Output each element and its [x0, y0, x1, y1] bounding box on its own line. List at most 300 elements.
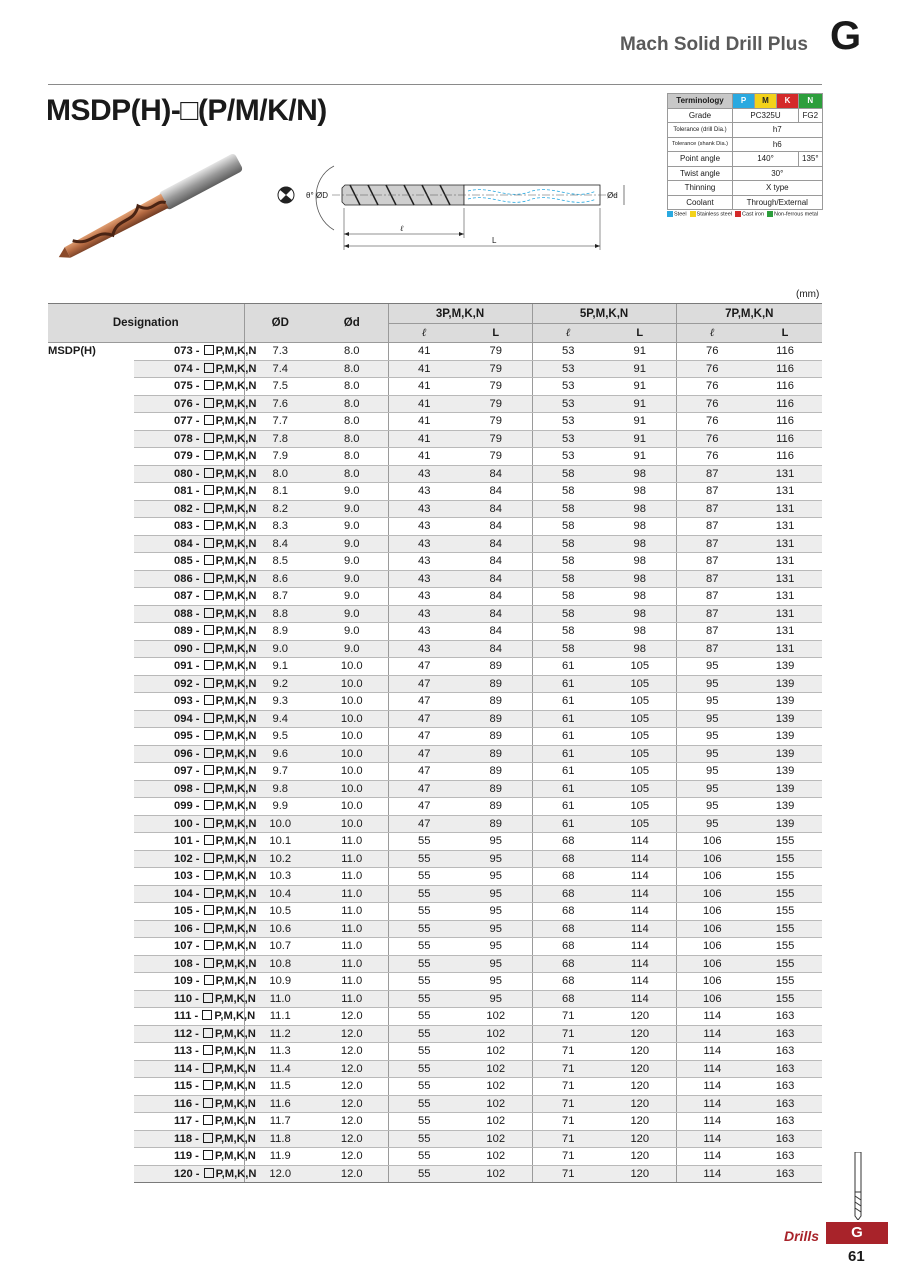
l-small-7d-cell: 106 [676, 938, 748, 956]
table-row [48, 1025, 822, 1043]
l-big-3d-cell: 95 [460, 903, 532, 921]
l-small-7d-cell: 87 [676, 605, 748, 623]
l-big-7d-cell: 131 [748, 465, 822, 483]
od-cell: 8.9 [244, 623, 316, 641]
table-row [48, 798, 822, 816]
l-small-3d-cell: 55 [388, 885, 460, 903]
table-row [48, 535, 822, 553]
small-d-cell: 9.0 [316, 588, 388, 606]
header-title: Mach Solid Drill Plus [620, 34, 808, 55]
depth-placeholder-box [204, 783, 214, 793]
designation-code: 091 [174, 660, 193, 673]
l-big-3d-cell: 95 [460, 955, 532, 973]
designation-code: 109 [174, 975, 193, 988]
l-small-3d-cell: 55 [388, 1113, 460, 1131]
designation-cell: 086 - P,M,K,N [134, 570, 244, 588]
designation-cell: 081 - P,M,K,N [134, 483, 244, 501]
table-row [48, 553, 822, 571]
l-big-3d-cell: 95 [460, 868, 532, 886]
designation-suffix: P,M,K,N [215, 1132, 256, 1145]
l-small-header-5d: ℓ [532, 324, 604, 343]
designation-suffix: P,M,K,N [215, 870, 257, 883]
l-big-5d-cell: 120 [604, 1060, 676, 1078]
designation-cell: 115 - P,M,K,N [134, 1078, 244, 1096]
designation-cell: 078 - P,M,K,N [134, 430, 244, 448]
od-cell: 11.6 [244, 1095, 316, 1113]
l-big-7d-cell: 163 [748, 1095, 822, 1113]
l-small-3d-cell: 41 [388, 395, 460, 413]
designation-code: 076 [174, 397, 193, 410]
designation-suffix: P,M,K,N [215, 1097, 256, 1110]
depth-placeholder-box [204, 590, 214, 600]
od-cell: 11.4 [244, 1060, 316, 1078]
l-small-3d-cell: 55 [388, 1130, 460, 1148]
thinning-label: Thinning [668, 181, 733, 196]
small-d-cell: 10.0 [316, 763, 388, 781]
designation-code: 103 [174, 870, 193, 883]
small-d-cell: 8.0 [316, 343, 388, 361]
l-big-3d-cell: 95 [460, 833, 532, 851]
designation-cell: 096 - P,M,K,N [134, 745, 244, 763]
od-cell: 9.4 [244, 710, 316, 728]
l-small-3d-cell: 43 [388, 518, 460, 536]
designation-suffix: P,M,K,N [215, 1027, 256, 1040]
designation-code: 116 [174, 1097, 193, 1110]
l-big-5d-cell: 114 [604, 903, 676, 921]
l-big-7d-cell: 139 [748, 798, 822, 816]
l-small-7d-cell: 76 [676, 378, 748, 396]
l-small-5d-cell: 71 [532, 1130, 604, 1148]
l-big-3d-cell: 89 [460, 763, 532, 781]
designation-suffix: P,M,K,N [215, 1115, 256, 1128]
l-big-3d-cell: 95 [460, 973, 532, 991]
small-d-cell: 12.0 [316, 1060, 388, 1078]
l-small-3d-cell: 55 [388, 1025, 460, 1043]
l-big-header-7d: L [748, 324, 822, 343]
designation-cell: 097 - P,M,K,N [134, 763, 244, 781]
l-big-3d-cell: 79 [460, 343, 532, 361]
l-small-5d-cell: 71 [532, 1060, 604, 1078]
designation-suffix: P,M,K,N [215, 922, 257, 935]
l-big-5d-cell: 91 [604, 360, 676, 378]
l-small-5d-cell: 58 [532, 535, 604, 553]
od-cell: 11.0 [244, 990, 316, 1008]
l-small-5d-cell: 53 [532, 360, 604, 378]
l-big-7d-cell: 131 [748, 640, 822, 658]
table-row [48, 465, 822, 483]
l-small-3d-cell: 43 [388, 500, 460, 518]
depth-placeholder-box [204, 380, 214, 390]
l-big-7d-cell: 155 [748, 833, 822, 851]
section-letter: G [830, 14, 862, 58]
od-cell: 11.3 [244, 1043, 316, 1061]
table-row [48, 658, 822, 676]
l-big-7d-cell: 139 [748, 728, 822, 746]
table-row [48, 378, 822, 396]
l-big-7d-cell: 131 [748, 553, 822, 571]
designation-suffix: P,M,K,N [215, 432, 257, 445]
od-cell: 7.7 [244, 413, 316, 431]
small-d-cell: 9.0 [316, 640, 388, 658]
l-small-5d-cell: 58 [532, 623, 604, 641]
l-small-7d-cell: 87 [676, 465, 748, 483]
legend-cast-iron: Cast iron [735, 211, 764, 217]
small-d-cell: 10.0 [316, 693, 388, 711]
designation-cell: 093 - P,M,K,N [134, 693, 244, 711]
designation-code: 086 [174, 572, 193, 585]
small-d-cell: 8.0 [316, 430, 388, 448]
depth-placeholder-box [204, 538, 214, 548]
l-big-5d-cell: 114 [604, 938, 676, 956]
designation-cell: 082 - P,M,K,N [134, 500, 244, 518]
table-row [48, 955, 822, 973]
l-small-3d-cell: 55 [388, 990, 460, 1008]
l-small-7d-cell: 76 [676, 448, 748, 466]
depth-placeholder-box [204, 398, 214, 408]
l-big-7d-cell: 131 [748, 588, 822, 606]
small-d-cell: 12.0 [316, 1008, 388, 1026]
depth-placeholder-box [204, 695, 214, 705]
designation-code: 120 [174, 1167, 193, 1180]
od-label: ØD [316, 191, 328, 200]
dimension-table [48, 303, 822, 1183]
l-small-7d-cell: 87 [676, 570, 748, 588]
l-small-7d-cell: 87 [676, 588, 748, 606]
l-big-3d-cell: 102 [460, 1165, 532, 1183]
designation-suffix: P,M,K,N [215, 957, 257, 970]
designation-code: 083 [174, 520, 193, 533]
l-small-5d-cell: 61 [532, 798, 604, 816]
designation-code: 114 [174, 1062, 193, 1075]
depth-placeholder-box [203, 1115, 213, 1125]
designation-code: 085 [174, 555, 193, 568]
l-small-3d-cell: 55 [388, 1148, 460, 1166]
tol-drill-value: h7 [733, 123, 823, 138]
l-big-7d-cell: 163 [748, 1078, 822, 1096]
l-big-7d-cell: 155 [748, 955, 822, 973]
small-d-cell: 11.0 [316, 833, 388, 851]
l-small-7d-cell: 95 [676, 710, 748, 728]
grade-m-cell: M [755, 94, 777, 109]
l-small-5d-cell: 53 [532, 343, 604, 361]
designation-cell: 075 - P,M,K,N [134, 378, 244, 396]
depth-placeholder-box [204, 1168, 214, 1178]
designation-code: 090 [174, 642, 193, 655]
l-big-7d-cell: 163 [748, 1148, 822, 1166]
depth-placeholder-box [203, 1150, 213, 1160]
l-small-5d-cell: 58 [532, 570, 604, 588]
l-big-5d-cell: 98 [604, 570, 676, 588]
designation-cell: 114 - P,M,K,N [134, 1060, 244, 1078]
l-small-7d-cell: 95 [676, 763, 748, 781]
designation-suffix: P,M,K,N [215, 800, 257, 813]
l-small-5d-cell: 58 [532, 588, 604, 606]
l-small-7d-cell: 87 [676, 500, 748, 518]
designation-code: 084 [174, 537, 193, 550]
l-big-3d-cell: 89 [460, 658, 532, 676]
l-big-3d-cell: 84 [460, 553, 532, 571]
depth-placeholder-box [204, 625, 214, 635]
l-big-7d-cell: 116 [748, 343, 822, 361]
table-row [48, 343, 822, 361]
l-small-3d-cell: 47 [388, 710, 460, 728]
designation-code: 077 [174, 415, 193, 428]
depth-placeholder-box [204, 765, 214, 775]
l-small-5d-cell: 68 [532, 833, 604, 851]
l-big-5d-cell: 98 [604, 518, 676, 536]
table-row [48, 360, 822, 378]
designation-cell: 089 - P,M,K,N [134, 623, 244, 641]
od-cell: 10.4 [244, 885, 316, 903]
l-small-7d-cell: 114 [676, 1008, 748, 1026]
page-number: 61 [848, 1248, 865, 1265]
legend-stainless: Stainless steel [690, 211, 732, 217]
small-d-cell: 11.0 [316, 990, 388, 1008]
designation-cell: 119 - P,M,K,N [134, 1148, 244, 1166]
drill-edge-icon [852, 1152, 864, 1220]
l-small-7d-cell: 106 [676, 920, 748, 938]
l-big-5d-cell: 114 [604, 868, 676, 886]
designation-code: 113 [174, 1045, 193, 1058]
designation-suffix: P,M,K,N [215, 1167, 257, 1180]
l-small-3d-cell: 43 [388, 465, 460, 483]
l-small-7d-cell: 114 [676, 1095, 748, 1113]
designation-cell: 107 - P,M,K,N [134, 938, 244, 956]
small-d-cell: 8.0 [316, 448, 388, 466]
l-small-5d-cell: 58 [532, 465, 604, 483]
designation-cell: 076 - P,M,K,N [134, 395, 244, 413]
table-row [48, 1078, 822, 1096]
small-d-cell: 12.0 [316, 1165, 388, 1183]
depth-placeholder-box [204, 853, 214, 863]
l-small-5d-cell: 68 [532, 973, 604, 991]
l-big-5d-cell: 98 [604, 483, 676, 501]
designation-suffix: P,M,K,N [215, 607, 257, 620]
designation-code: 078 [174, 432, 193, 445]
l-big-5d-cell: 91 [604, 430, 676, 448]
table-row [48, 448, 822, 466]
l-big-3d-cell: 84 [460, 588, 532, 606]
od-cell: 11.9 [244, 1148, 316, 1166]
designation-suffix: P,M,K,N [215, 450, 257, 463]
depth-placeholder-box [204, 468, 214, 478]
l-small-7d-cell: 95 [676, 798, 748, 816]
designation-suffix: P,M,K,N [215, 380, 257, 393]
l-small-7d-cell: 76 [676, 430, 748, 448]
l-big-5d-cell: 91 [604, 448, 676, 466]
designation-cell: 083 - P,M,K,N [134, 518, 244, 536]
depth-placeholder-box [204, 573, 214, 583]
l-small-7d-cell: 106 [676, 955, 748, 973]
l-big-3d-cell: 102 [460, 1060, 532, 1078]
designation-code: 117 [174, 1115, 193, 1128]
l-big-7d-cell: 163 [748, 1043, 822, 1061]
l-small-7d-cell: 114 [676, 1165, 748, 1183]
od-cell: 8.5 [244, 553, 316, 571]
l-small-7d-cell: 106 [676, 990, 748, 1008]
table-row [48, 518, 822, 536]
small-d-cell: 11.0 [316, 885, 388, 903]
designation-code: 108 [174, 957, 193, 970]
designation-suffix: P,M,K,N [215, 555, 257, 568]
l-small-5d-cell: 61 [532, 745, 604, 763]
designation-cell: 095 - P,M,K,N [134, 728, 244, 746]
designation-suffix: P,M,K,N [215, 1062, 256, 1075]
l-small-5d-cell: 71 [532, 1148, 604, 1166]
l-small-5d-cell: 53 [532, 448, 604, 466]
l-small-3d-cell: 47 [388, 745, 460, 763]
l-small-3d-cell: 41 [388, 448, 460, 466]
designation-cell: 073 - P,M,K,N [134, 343, 244, 361]
l-big-5d-cell: 120 [604, 1130, 676, 1148]
designation-cell: 092 - P,M,K,N [134, 675, 244, 693]
depth-placeholder-box [204, 730, 214, 740]
thinning-value: X type [733, 181, 823, 196]
l-small-3d-cell: 55 [388, 938, 460, 956]
legend-steel: Steel [667, 211, 687, 217]
l-big-5d-cell: 91 [604, 413, 676, 431]
point-angle-value-alt: 135° [799, 152, 823, 167]
l-big-3d-cell: 79 [460, 448, 532, 466]
table-row [48, 1095, 822, 1113]
l-big-5d-cell: 98 [604, 465, 676, 483]
l-big-7d-cell: 155 [748, 973, 822, 991]
l-small-7d-cell: 87 [676, 553, 748, 571]
l-small-3d-cell: 43 [388, 483, 460, 501]
designation-suffix: P,M,K,N [215, 345, 257, 358]
small-d-cell: 10.0 [316, 798, 388, 816]
designation-cell: 102 - P,M,K,N [134, 850, 244, 868]
l-big-5d-cell: 91 [604, 343, 676, 361]
designation-code: 080 [174, 467, 193, 480]
od-cell: 10.2 [244, 850, 316, 868]
l-small-7d-cell: 76 [676, 395, 748, 413]
od-cell: 7.8 [244, 430, 316, 448]
l-big-5d-cell: 120 [604, 1008, 676, 1026]
l-small-5d-cell: 71 [532, 1095, 604, 1113]
od-cell: 7.5 [244, 378, 316, 396]
table-row [48, 780, 822, 798]
small-d-cell: 9.0 [316, 605, 388, 623]
l-big-header-5d: L [604, 324, 676, 343]
l-small-7d-cell: 95 [676, 658, 748, 676]
l-small-5d-cell: 58 [532, 500, 604, 518]
designation-suffix: P,M,K,N [215, 730, 257, 743]
l-big-3d-cell: 84 [460, 483, 532, 501]
l-big-3d-cell: 89 [460, 728, 532, 746]
l-small-5d-cell: 61 [532, 815, 604, 833]
designation-suffix: P,M,K,N [215, 537, 257, 550]
l-small-7d-cell: 95 [676, 675, 748, 693]
table-row [48, 640, 822, 658]
l-small-5d-cell: 53 [532, 395, 604, 413]
l-big-5d-cell: 120 [604, 1148, 676, 1166]
l-small-5d-cell: 53 [532, 430, 604, 448]
l-big-5d-cell: 114 [604, 973, 676, 991]
designation-suffix: P,M,K,N [215, 1045, 256, 1058]
designation-suffix: P,M,K,N [215, 905, 257, 918]
table-row [48, 1130, 822, 1148]
designation-cell: 109 - P,M,K,N [134, 973, 244, 991]
designation-suffix: P,M,K,N [215, 747, 257, 760]
l-small-3d-cell: 43 [388, 553, 460, 571]
designation-code: 073 [174, 345, 193, 358]
table-row [48, 605, 822, 623]
l-small-3d-cell: 47 [388, 763, 460, 781]
l-big-7d-cell: 131 [748, 570, 822, 588]
depth-placeholder-box [204, 608, 214, 618]
od-cell: 8.1 [244, 483, 316, 501]
small-d-label: Ød [607, 191, 618, 200]
l-small-3d-cell: 43 [388, 535, 460, 553]
l-big-5d-cell: 91 [604, 395, 676, 413]
l-big-7d-cell: 139 [748, 675, 822, 693]
l-big-7d-cell: 116 [748, 378, 822, 396]
small-d-cell: 11.0 [316, 903, 388, 921]
od-cell: 9.7 [244, 763, 316, 781]
l-small-3d-cell: 47 [388, 675, 460, 693]
designation-suffix: P,M,K,N [215, 695, 257, 708]
table-row [48, 413, 822, 431]
depth-placeholder-box [203, 1028, 213, 1038]
designation-code: 118 [174, 1132, 193, 1145]
l-big-5d-cell: 105 [604, 780, 676, 798]
designation-cell: 103 - P,M,K,N [134, 868, 244, 886]
l-big-3d-cell: 89 [460, 815, 532, 833]
l-big-3d-cell: 95 [460, 920, 532, 938]
od-cell: 8.4 [244, 535, 316, 553]
l-big-5d-cell: 114 [604, 885, 676, 903]
designation-suffix: P,M,K,N [215, 642, 257, 655]
designation-suffix: P,M,K,N [214, 1010, 256, 1023]
designation-code: 089 [174, 625, 193, 638]
l-big-3d-cell: 79 [460, 395, 532, 413]
designation-cell: 079 - P,M,K,N [134, 448, 244, 466]
l-small-5d-cell: 68 [532, 938, 604, 956]
designation-suffix: P,M,K,N [215, 712, 257, 725]
l-small-7d-cell: 95 [676, 780, 748, 798]
od-cell: 10.7 [244, 938, 316, 956]
l-big-7d-cell: 155 [748, 920, 822, 938]
od-cell: 9.1 [244, 658, 316, 676]
l-big-7d-cell: 163 [748, 1060, 822, 1078]
l-big-header-3d: L [460, 324, 532, 343]
table-row [48, 763, 822, 781]
l-big-5d-cell: 91 [604, 378, 676, 396]
od-cell: 8.0 [244, 465, 316, 483]
designation-code: 075 [174, 380, 193, 393]
l-big-5d-cell: 98 [604, 553, 676, 571]
group-5d-header: 5P,M,K,N [532, 304, 676, 324]
designation-code: 082 [174, 502, 193, 515]
designation-cell: 113 - P,M,K,N [134, 1043, 244, 1061]
small-d-cell: 12.0 [316, 1025, 388, 1043]
l-big-3d-cell: 102 [460, 1043, 532, 1061]
l-small-5d-cell: 61 [532, 780, 604, 798]
small-d-cell: 8.0 [316, 413, 388, 431]
designation-cell: 100 - P,M,K,N [134, 815, 244, 833]
depth-placeholder-box [203, 1133, 213, 1143]
drill-photo-image [46, 150, 256, 265]
l-small-3d-cell: 55 [388, 850, 460, 868]
table-row [48, 570, 822, 588]
l-small-7d-cell: 106 [676, 903, 748, 921]
small-d-cell: 12.0 [316, 1148, 388, 1166]
depth-placeholder-box [203, 1098, 213, 1108]
l-big-5d-cell: 120 [604, 1025, 676, 1043]
designation-suffix: P,M,K,N [215, 975, 257, 988]
designation-suffix: P,M,K,N [215, 1150, 256, 1163]
